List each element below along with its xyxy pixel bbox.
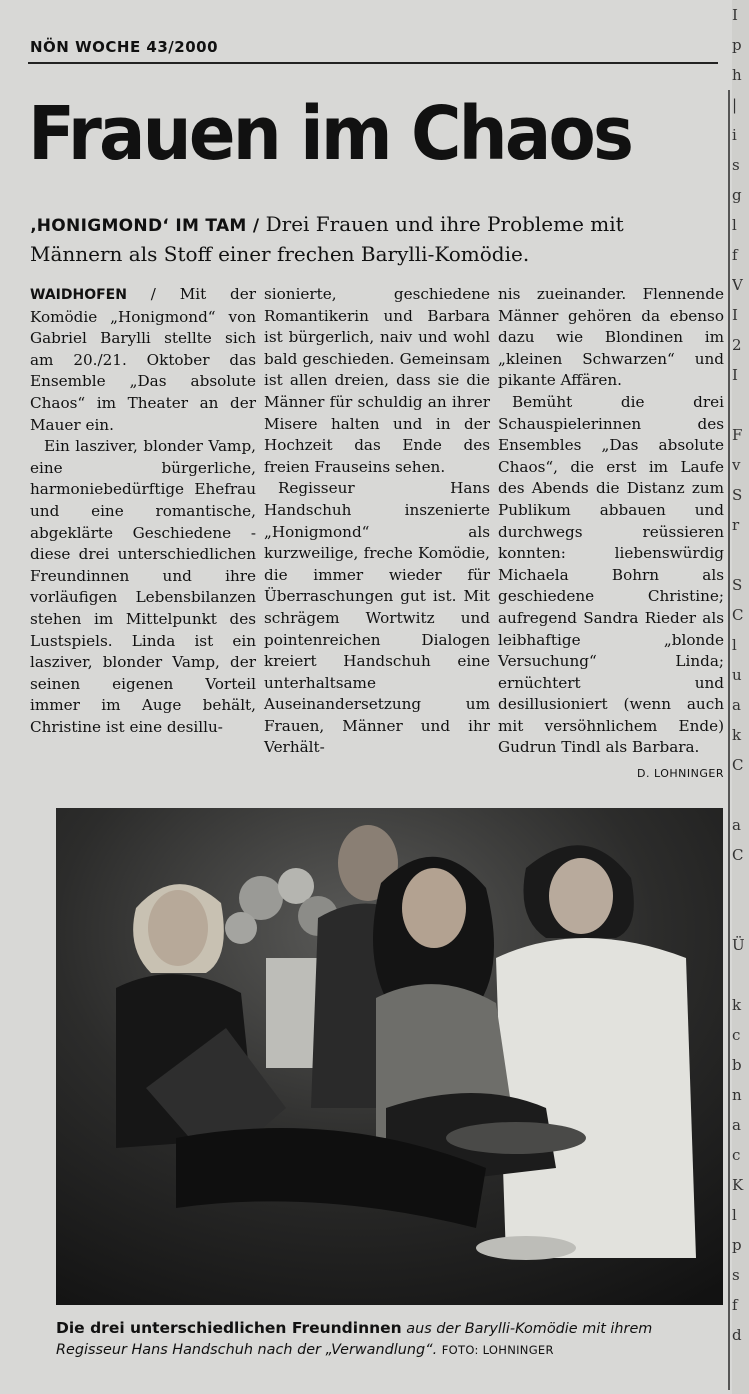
edge-glyph: s [732,1266,740,1284]
photo-credit: FOTO: LOHNINGER [441,1343,554,1357]
edge-glyph: F [732,426,743,444]
article-column-2 [264,284,490,784]
article-column-1 [30,284,256,784]
article-column-3 [498,284,724,784]
floor-highlight [476,1236,576,1260]
edge-glyph: n [732,1086,742,1104]
edge-glyph: g [732,186,742,204]
headline: Frauen im Chaos [28,91,632,177]
edge-glyph: a [732,816,741,834]
edge-glyph: l [732,216,737,234]
column-edge-rule [728,90,730,1390]
column1-paragraph-1: / Mit der Komödie „Honigmond“ von Gabriel Barylli stellte sich am 20./21. Oktober das Ensemble „Das absolute Chaos“ im Theater an der Mauer ein. [30,285,256,434]
edge-glyph: c [732,1026,741,1044]
edge-glyph: f [732,1296,738,1314]
edge-glyph: p [732,36,742,54]
edge-glyph: v [732,456,741,474]
edge-glyph: d [732,1326,742,1344]
edge-glyph: a [732,1116,741,1134]
edge-glyph: l [732,1206,737,1224]
edge-glyph: V [732,276,743,294]
kicker-tag: ‚HONIGMOND‘ IM TAM [30,216,247,236]
edge-glyph [732,870,749,900]
edge-glyph: u [732,666,742,684]
edge-glyph: p [732,1236,742,1254]
column3-paragraph-2 [498,392,724,781]
photo-illustration [56,808,723,1305]
edge-glyph: k [732,726,742,744]
author-byline: D. LOHNINGER [637,767,724,781]
photo-caption [56,1318,726,1361]
adjacent-article-edge [732,0,749,1394]
edge-glyph [732,960,749,990]
edge-glyph: | [732,96,738,114]
caption-bold: Die drei unterschiedlichen Freundinnen [56,1319,402,1337]
caption-italic: aus der Barylli-Komödie mit ihrem Regisseur Hans Handschuh nach der „Verwandlung“. [56,1321,653,1358]
edge-glyph: r [732,516,740,534]
edge-glyph: i [732,126,737,144]
edge-glyph: 2 [732,336,742,354]
edge-glyph: S [732,576,743,594]
edge-glyph: c [732,1146,741,1164]
edge-glyph [732,780,749,810]
bar-stool [446,1122,586,1154]
edge-glyph: Ü [732,936,745,954]
article-photo [56,808,723,1305]
dateline: WAIDHOFEN [30,287,127,303]
edge-glyph [732,390,749,420]
kicker-text: Drei Frauen und ihre Probleme mit Männern als Stoff einer frechen Barylli-Komödie. [30,212,624,266]
edge-glyph: f [732,246,738,264]
kicker [30,210,720,268]
column2-paragraph-1: sionierte, geschiedene Romantikerin und Barbara ist bürgerlich, naiv und wohl bald geschieden. Gemeinsam ist allen dreien, dass sie die Männer für schuldig an ihrer Misere halten und in der Hochzeit das Ende des freien Frauseins sehen. [264,285,490,476]
edge-glyph: b [732,1056,742,1074]
edge-glyph [732,540,749,570]
header-rule [28,62,718,64]
edge-glyph: a [732,696,741,714]
edge-glyph: h [732,66,742,84]
column2-paragraph-2: Regisseur Hans Handschuh inszenierte „Honigmond“ als kurzweilige, freche Komödie, die immer wieder für Überraschungen gut ist. Mit schrägem Wortwitz und pointenreichen Dialogen kreiert Handschuh eine unterhaltsame Auseinandersetzung um Frauen, Männer und ihr Verhält- [264,479,490,757]
edge-glyph: C [732,846,744,864]
kicker-separator: / [246,216,266,236]
column3-paragraph-2-text: Bemüht die drei Schauspielerinnen des Ensembles „Das absolute Chaos“, die erst im Laufe des Abends die Distanz zum Publikum abbauen und durchwegs reüssieren konnten: liebenswürdig Michaela Bohrn als geschiedene Christine; aufregend Sandra Rieder als leibhaftige „blonde Versuchung“ Linda; ernüchtert und desillusioniert (wenn auch mit versöhnlichem Ende) Gudrun Tindl als Barbara. [498,392,724,757]
column1-paragraph-2: Ein lasziver, blonder Vamp, eine bürgerliche, harmoniebedürftige Ehefrau und eine romantische, abgeklärte Geschiedene - diese drei unterschiedlichen Freundinnen und ihre vorläufigen Lebensbilanzen stehen im Mittelpunkt des Lustspiels. Linda ist ein lasziver, blonder Vamp, der seinen eigenen Vorteil immer im Auge behält, Christine ist eine desillu- [30,437,256,736]
issue-line: NÖN WOCHE 43/2000 [30,38,219,56]
edge-glyph: s [732,156,740,174]
article-body [30,284,724,784]
edge-glyph: I [732,6,738,24]
edge-glyph: C [732,756,744,774]
edge-glyph: k [732,996,742,1014]
edge-glyph: K [732,1176,744,1194]
edge-glyph: I [732,306,738,324]
column3-paragraph-1: nis zueinander. Flennende Männer gehören da ebenso dazu wie Blondinen im „kleinen Schwarzen“ und pikante Affären. [498,285,724,390]
edge-glyph: I [732,366,738,384]
edge-glyph [732,900,749,930]
edge-glyph: S [732,486,743,504]
edge-glyph: l [732,636,737,654]
edge-glyph: C [732,606,744,624]
